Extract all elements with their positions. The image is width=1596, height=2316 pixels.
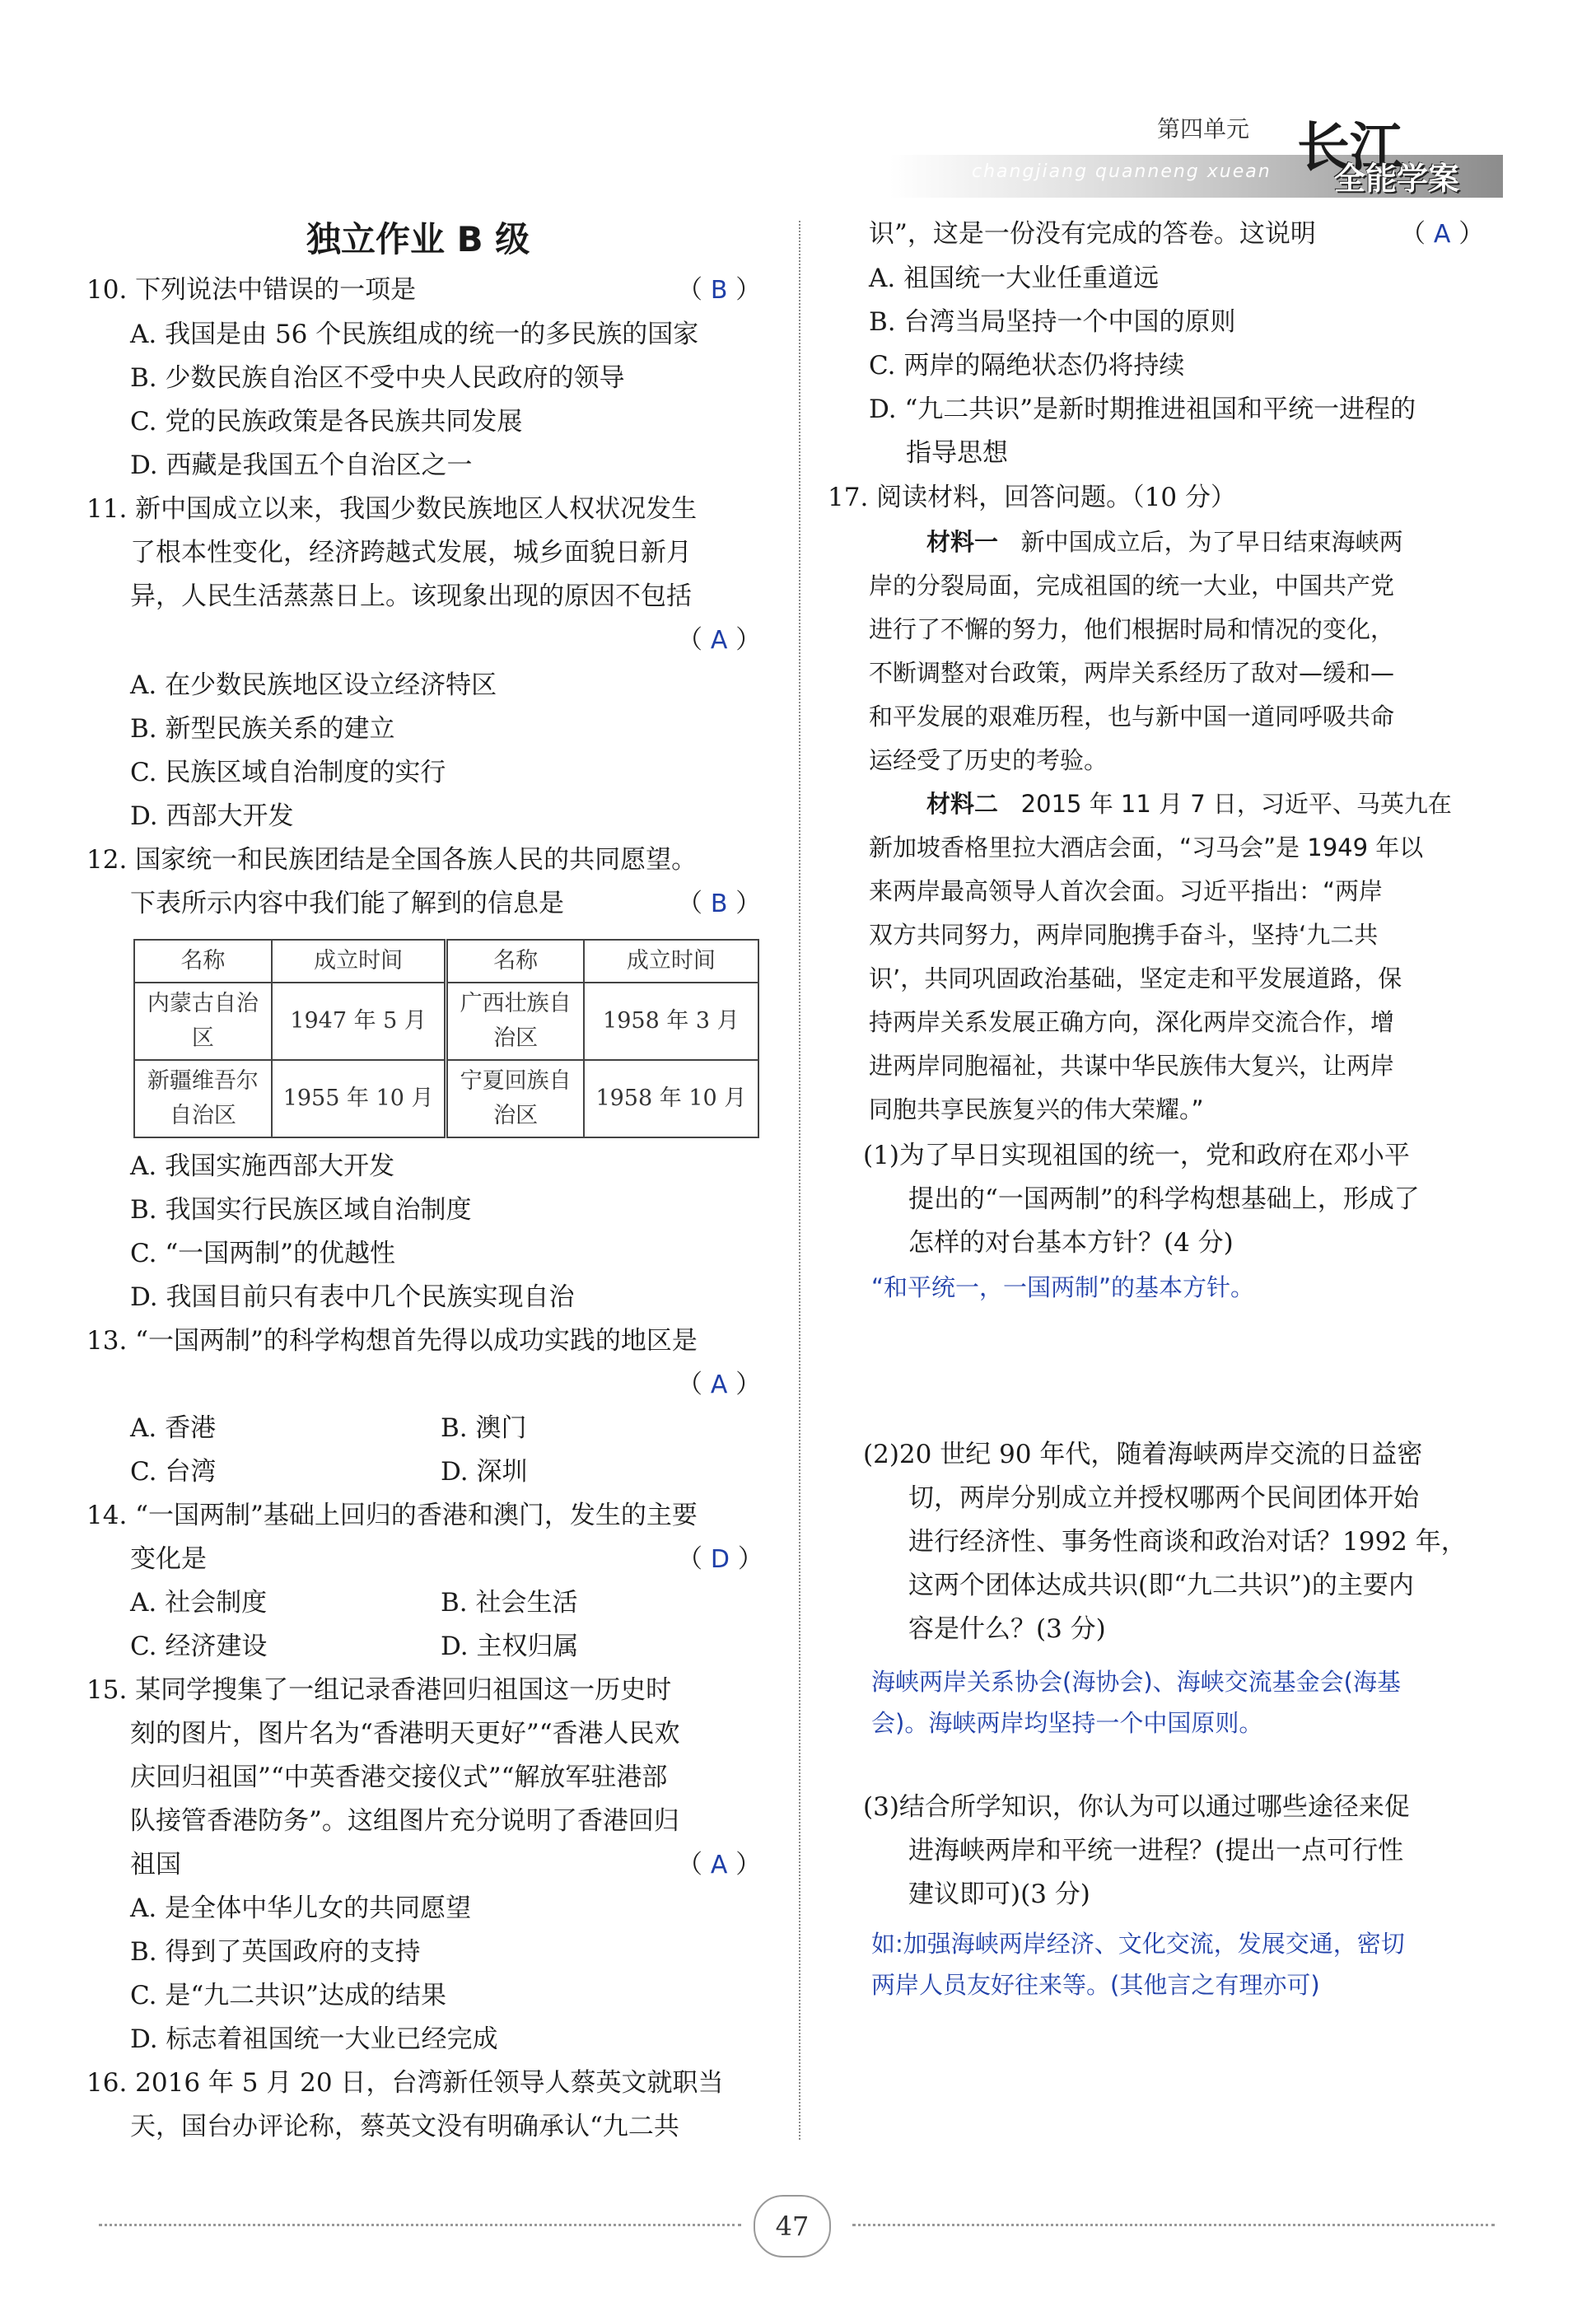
- q14-stem-line: 14. “一国两制”基础上回归的香港和澳门，发生的主要: [86, 1501, 698, 1530]
- q16-option-b: B. 台湾当局坚持一个中国的原则: [869, 307, 1236, 337]
- q10-option-a: A. 我国是由 56 个民族组成的统一的多民族的国家: [130, 320, 699, 349]
- q11-stem-line: 了根本性变化，经济跨越式发展，城乡面貌日新月: [130, 538, 692, 567]
- q13-answer: A: [710, 1370, 728, 1399]
- q15-stem-line: 庆回归祖国”“中英香港交接仪式”“解放军驻港部: [130, 1763, 668, 1792]
- q14-option-c: C. 经济建设: [130, 1632, 268, 1661]
- q15-option-a: A. 是全体中华儿女的共同愿望: [130, 1893, 472, 1923]
- material-2-text: 2015 年 11 月 7 日，习近平、马英九在: [1020, 790, 1452, 818]
- q17-part2-line: 切，两岸分别成立并授权哪两个民间团体开始: [908, 1483, 1419, 1513]
- q15-stem-line: 祖国: [130, 1850, 181, 1879]
- q10-answer-box: （ B ）: [677, 275, 762, 305]
- table-header: 成立时间: [272, 940, 446, 983]
- q16-stem-line: 天，国台办评论称，蔡英文没有明确承认“九二共: [130, 2112, 679, 2141]
- q10-answer: B: [710, 276, 728, 305]
- q13-option-a: A. 香港: [130, 1413, 217, 1443]
- material-2-line: 持两岸关系发展正确方向，深化两岸交流合作，增: [869, 1008, 1395, 1036]
- material-2-line: 新加坡香格里拉大酒店会面，“习马会”是 1949 年以: [869, 833, 1424, 861]
- q13-option-d: D. 深圳: [441, 1457, 528, 1487]
- material-1-line: 进行了不懈的努力，他们根据时局和情况的变化，: [869, 615, 1395, 643]
- material-2-line: 来两岸最高领导人首次会面。习近平指出：“两岸: [869, 877, 1384, 905]
- table-cell: 内蒙古自治区: [134, 983, 272, 1060]
- material-2-label: 材料二: [926, 790, 999, 818]
- q10-option-c: C. 党的民族政策是各民族共同发展: [130, 407, 523, 437]
- table-cell: 1947 年 5 月: [272, 983, 446, 1060]
- q12-answer: B: [710, 890, 728, 918]
- table-cell: 宁夏回族自治区: [446, 1060, 584, 1137]
- q17-part1-line: 怎样的对台基本方针？(4 分): [908, 1228, 1234, 1258]
- q14-stem-line: 变化是: [130, 1544, 207, 1574]
- q17-part2-line: 容是什么？(3 分): [908, 1614, 1106, 1644]
- logo-subtitle: 全能学案: [1334, 161, 1460, 197]
- page-number: 47: [754, 2195, 831, 2258]
- q17-answer-3-line: 两岸人员友好往来等。(其他言之有理亦可): [871, 1971, 1320, 1999]
- q11-option-b: B. 新型民族关系的建立: [130, 714, 395, 744]
- q17-answer-2-line: 会)。海峡两岸均坚持一个中国原则。: [871, 1709, 1263, 1737]
- q12-answer-box: （ B ）: [677, 889, 762, 918]
- column-divider: [799, 221, 800, 2140]
- q17-part3-line: (3)结合所学知识，你认为可以通过哪些途径来促: [863, 1792, 1410, 1822]
- q17-part1-line: 提出的“一国两制”的科学构想基础上，形成了: [908, 1184, 1420, 1214]
- q11-answer: A: [710, 626, 728, 655]
- table-cell: 1955 年 10 月: [272, 1060, 446, 1137]
- q14-answer-box: （ D ）: [677, 1544, 763, 1574]
- material-1-line: 不断调整对台政策，两岸关系经历了敌对—缓和—: [869, 659, 1395, 687]
- q13-option-b: B. 澳门: [441, 1413, 527, 1443]
- q11-option-a: A. 在少数民族地区设立经济特区: [130, 670, 497, 700]
- q10-stem: 10. 下列说法中错误的一项是: [86, 275, 417, 305]
- q16-answer: A: [1433, 220, 1451, 249]
- footer-ornament-left: [99, 2224, 741, 2226]
- q11-stem-line: 11. 新中国成立以来，我国少数民族地区人权状况发生: [86, 494, 698, 524]
- q10-option-b: B. 少数民族自治区不受中央人民政府的领导: [130, 363, 625, 393]
- q12-stem-line: 12. 国家统一和民族团结是全国各族人民的共同愿望。: [86, 845, 698, 875]
- table-header: 名称: [134, 940, 272, 983]
- q12-option-a: A. 我国实施西部大开发: [130, 1151, 395, 1181]
- material-1-line: 岸的分裂局面，完成祖国的统一大业，中国共产党: [869, 572, 1395, 600]
- q15-stem-line: 队接管香港防务”。这组图片充分说明了香港回归: [130, 1806, 679, 1836]
- q14-answer: D: [710, 1545, 730, 1574]
- q17-stem: 17. 阅读材料，回答问题。（10 分）: [828, 483, 1236, 512]
- table-cell: 广西壮族自治区: [446, 983, 584, 1060]
- material-2-line: 识’，共同巩固政治基础，坚定走和平发展道路，保: [869, 964, 1402, 992]
- q16-option-d: D. “九二共识”是新时期推进祖国和平统一进程的: [869, 395, 1416, 424]
- material-1-line: 和平发展的艰难历程，也与新中国一道同呼吸共命: [869, 703, 1395, 731]
- q11-answer-box: （ A ）: [677, 625, 762, 655]
- q10-option-d: D. 西藏是我国五个自治区之一: [130, 451, 473, 480]
- q16-answer-box: （ A ）: [1400, 219, 1485, 249]
- q17-part1-line: (1)为了早日实现祖国的统一，党和政府在邓小平: [863, 1141, 1410, 1170]
- logo-title: 长江: [1297, 117, 1402, 179]
- material-2-line: 进两岸同胞福祉，共谋中华民族伟大复兴，让两岸: [869, 1052, 1395, 1080]
- autonomous-region-table: [133, 939, 759, 1138]
- material-2-line: [869, 782, 1452, 826]
- q17-answer-1: “和平统一，一国两制”的基本方针。: [871, 1273, 1255, 1301]
- table-cell: 1958 年 10 月: [584, 1060, 758, 1137]
- q17-part3-line: 建议即可)(3 分): [908, 1879, 1090, 1909]
- q13-answer-box: （ A ）: [677, 1370, 762, 1399]
- q17-part2-line: (2)20 世纪 90 年代，随着海峡两岸交流的日益密: [863, 1440, 1423, 1469]
- q15-option-b: B. 得到了英国政府的支持: [130, 1937, 421, 1967]
- q11-stem-line: 异，人民生活蒸蒸日上。该现象出现的原因不包括: [130, 581, 692, 611]
- table-row: [134, 1060, 758, 1137]
- q13-option-c: C. 台湾: [130, 1457, 217, 1487]
- footer-ornament-right: [852, 2224, 1495, 2226]
- material-2-line: 同胞共享民族复兴的伟大荣耀。”: [869, 1095, 1204, 1123]
- q11-option-c: C. 民族区域自治制度的实行: [130, 758, 446, 787]
- unit-label: 第四单元: [1157, 115, 1250, 142]
- q12-stem-line: 下表所示内容中我们能了解到的信息是: [130, 889, 564, 918]
- q17-answer-2-line: 海峡两岸关系协会(海协会)、海峡交流基金会(海基: [871, 1668, 1401, 1696]
- q11-option-d: D. 西部大开发: [130, 801, 294, 831]
- section-title: 独立作业 B 级: [306, 219, 530, 259]
- q15-answer-box: （ A ）: [677, 1850, 762, 1879]
- q16-option-c: C. 两岸的隔绝状态仍将持续: [869, 351, 1185, 381]
- material-1-text: 新中国成立后，为了早日结束海峡两: [1020, 528, 1403, 556]
- q16-option-d-cont: 指导思想: [906, 438, 1008, 468]
- q17-part3-line: 进海峡两岸和平统一进程？(提出一点可行性: [908, 1836, 1404, 1865]
- table-header: 名称: [446, 940, 584, 983]
- q16-stem-cont: 识”，这是一份没有完成的答卷。这说明: [869, 219, 1316, 249]
- q14-option-d: D. 主权归属: [441, 1632, 579, 1661]
- material-2-line: 双方共同努力，两岸同胞携手奋斗，坚持‘九二共: [869, 921, 1379, 949]
- q15-option-d: D. 标志着祖国统一大业已经完成: [130, 2024, 498, 2054]
- q14-option-a: A. 社会制度: [130, 1588, 268, 1618]
- q12-option-d: D. 我国目前只有表中几个民族实现自治: [130, 1282, 575, 1312]
- q13-stem: 13. “一国两制”的科学构想首先得以成功实践的地区是: [86, 1326, 698, 1356]
- q17-part2-line: 进行经济性、事务性商谈和政治对话？1992 年，: [908, 1527, 1467, 1557]
- material-1-label: 材料一: [926, 528, 999, 556]
- header-pinyin: changjiang quanneng xuean: [972, 161, 1272, 182]
- q12-option-b: B. 我国实行民族区域自治制度: [130, 1195, 472, 1225]
- q15-option-c: C. 是“九二共识”达成的结果: [130, 1981, 447, 2010]
- q17-answer-3-line: 如:加强海峡两岸经济、文化交流，发展交通，密切: [871, 1930, 1405, 1958]
- table-cell: 新疆维吾尔自治区: [134, 1060, 272, 1137]
- q14-option-b: B. 社会生活: [441, 1588, 578, 1618]
- table-header: 成立时间: [584, 940, 758, 983]
- q12-option-c: C. “一国两制”的优越性: [130, 1239, 396, 1268]
- material-1-line: [869, 521, 1403, 564]
- q15-stem-line: 15. 某同学搜集了一组记录香港回归祖国这一历史时: [86, 1675, 672, 1705]
- q15-stem-line: 刻的图片，图片名为“香港明天更好”“香港人民欢: [130, 1719, 680, 1749]
- q15-answer: A: [710, 1851, 728, 1879]
- q16-option-a: A. 祖国统一大业任重道远: [869, 264, 1160, 293]
- material-1-line: 运经受了历史的考验。: [869, 746, 1108, 774]
- table-cell: 1958 年 3 月: [584, 983, 758, 1060]
- q17-part2-line: 这两个团体达成共识(即“九二共识”)的主要内: [908, 1571, 1414, 1600]
- q16-stem-line: 16. 2016 年 5 月 20 日，台湾新任领导人蔡英文就职当: [86, 2068, 724, 2098]
- table-row: [134, 983, 758, 1060]
- table-header-row: [134, 940, 758, 983]
